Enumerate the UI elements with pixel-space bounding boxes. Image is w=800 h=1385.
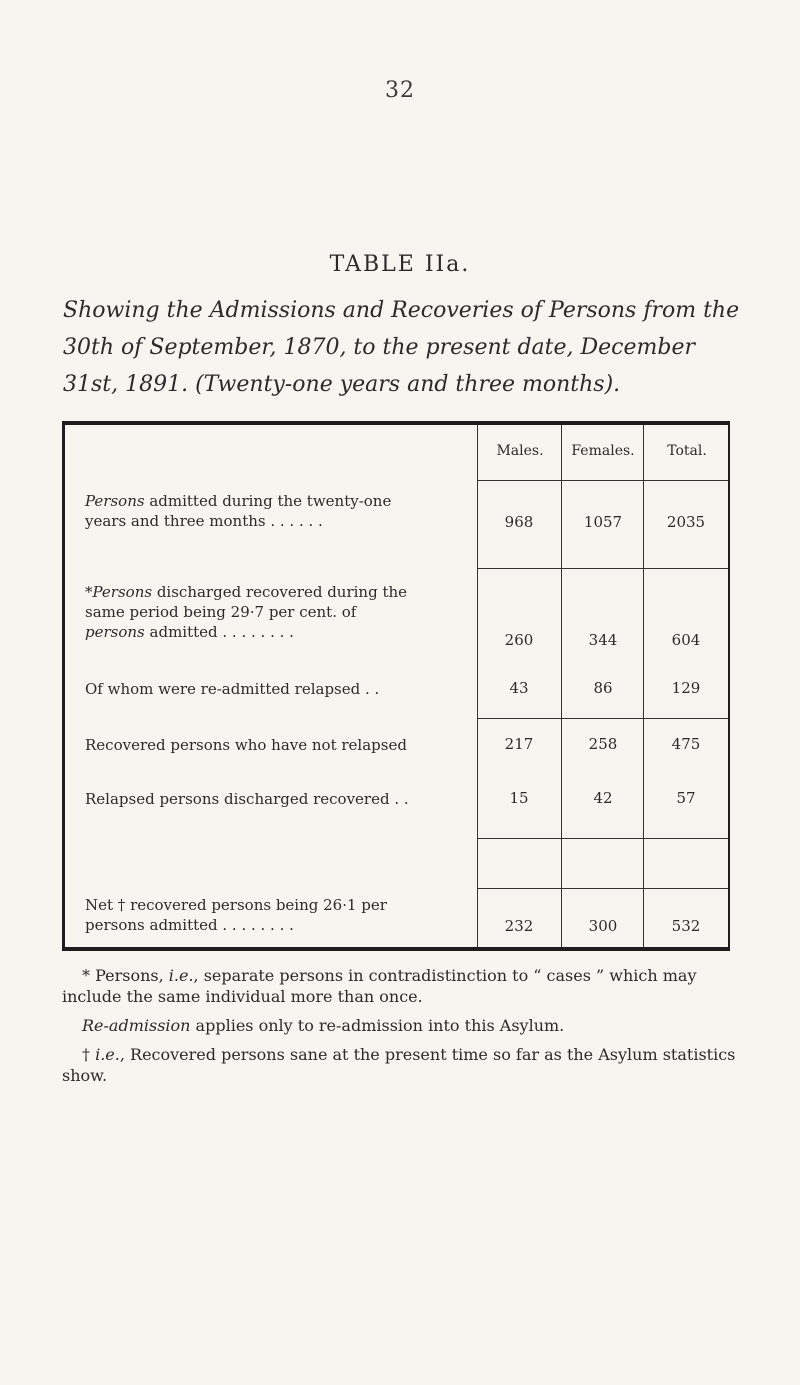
row-label-not-relapsed: Recovered persons who have not relapsed [85,736,407,754]
cell-males: 968 [504,513,534,531]
cell-total: 475 [671,735,701,753]
footnote-readmission: Re-admission applies only to re-admission into this Asylum. [82,1016,565,1035]
cell-males: 260 [504,631,534,649]
page-number: 32 [385,78,415,103]
cell-females: 42 [593,789,613,807]
column-divider [643,425,644,947]
column-divider [561,425,562,947]
row-label-admitted: Persons admitted during the twenty-one years and three months . . . . . . [85,492,392,530]
cell-females: 1057 [583,513,623,531]
column-header-males: Males. [496,443,544,459]
cell-total: 57 [676,789,696,807]
data-table [62,421,730,951]
cell-total: 532 [671,917,701,935]
row-label-readmitted: Of whom were re-admitted relapsed . . [85,680,380,698]
footnote-recovered: † i.e., Recovered persons sane at the present time so far as the Asylum statistics show. [62,1045,736,1085]
cell-total: 2035 [666,513,706,531]
row-divider [477,718,728,719]
cell-males: 232 [504,917,534,935]
table-caption: Showing the Admissions and Recoveries of Persons from the 30th of September, 1870, to the present date, December 31st, 1891. (Twenty-one years and three months). [63,298,740,397]
cell-males: 15 [509,789,529,807]
row-divider [477,568,728,569]
cell-females: 258 [588,735,618,753]
column-header-females: Females. [571,443,635,459]
footnote-persons: * Persons, i.e., separate persons in contradistinction to “ cases ” which may include the same individual more than once. [62,966,697,1006]
cell-males: 217 [504,735,534,753]
row-divider [477,838,728,839]
row-label-net-recovered: Net † recovered persons being 26·1 per persons admitted . . . . . . . . [85,896,387,934]
cell-total: 129 [671,679,701,697]
row-label-discharged: *Persons discharged recovered during the same period being 29·7 per cent. of persons admitted . . . . . . . . [85,583,408,641]
row-divider [477,888,728,889]
table-title: TABLE IIa. [329,252,471,277]
column-divider [477,425,478,947]
cell-females: 86 [593,679,613,697]
cell-total: 604 [671,631,701,649]
column-header-total: Total. [667,443,707,459]
cell-males: 43 [509,679,529,697]
cell-females: 344 [588,631,618,649]
footnotes [62,965,742,1094]
cell-females: 300 [588,917,618,935]
row-label-relapsed-recovered: Relapsed persons discharged recovered . . [85,790,409,808]
row-divider [477,480,728,481]
